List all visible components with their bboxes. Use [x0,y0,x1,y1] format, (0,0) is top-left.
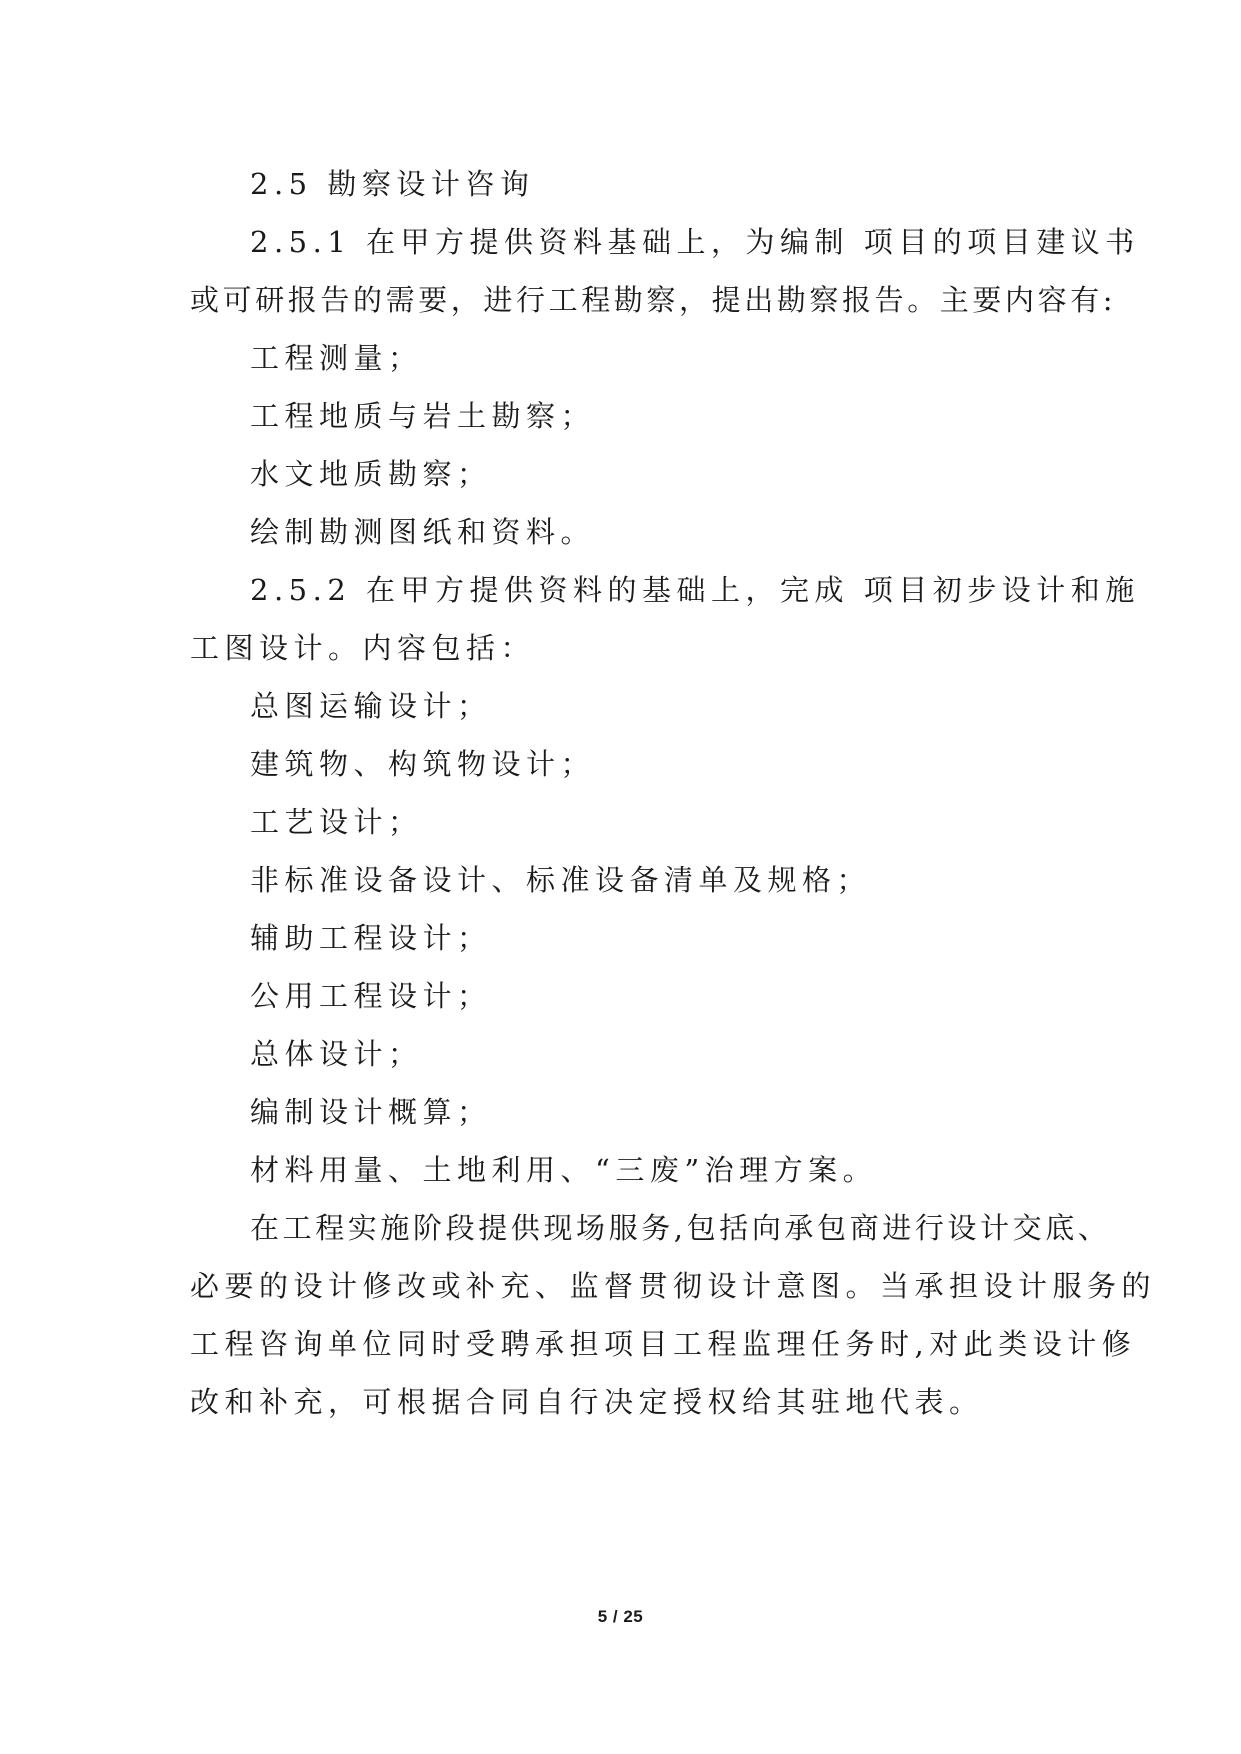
paragraph-line: 2.5.1 在甲方提供资料基础上，为编制 项目的项目建议书 [250,225,1140,259]
list-item: 编制设计概算； [250,1095,492,1129]
paragraph-line: 或可研报告的需要，进行工程勘察，提出勘察报告。主要内容有: [190,283,1117,317]
list-item: 公用工程设计； [250,979,492,1013]
list-item: 辅助工程设计； [250,921,492,955]
list-item: 建筑物、构筑物设计； [250,747,596,781]
page-number: 5 / 25 [597,1607,644,1626]
paragraph-line: 工图设计。内容包括： [190,631,536,665]
list-item: 水文地质勘察； [250,457,492,491]
list-item: 工程测量； [250,341,423,375]
paragraph-line: 必要的设计修改或补充、监督贯彻设计意图。当承担设计服务的 [190,1269,1157,1303]
list-item: 工程地质与岩土勘察； [250,399,596,433]
list-item: 材料用量、土地利用、“三废”治理方案。 [250,1153,878,1187]
list-item: 绘制勘测图纸和资料。 [250,515,596,549]
list-item: 工艺设计； [250,805,423,839]
list-item: 总图运输设计； [250,689,492,723]
list-item: 总体设计； [250,1037,423,1071]
section-heading: 2.5 勘察设计咨询 [250,167,535,201]
paragraph-line: 改和补充，可根据合同自行决定授权给其驻地代表。 [190,1385,984,1419]
paragraph-line: 工程咨询单位同时受聘承担项目工程监理任务时,对此类设计修 [190,1327,1137,1361]
paragraph-line: 2.5.2 在甲方提供资料的基础上，完成 项目初步设计和施 [250,573,1140,607]
list-item: 非标准设备设计、标准设备清单及规格； [250,863,872,897]
paragraph-line: 在工程实施阶段提供现场服务,包括向承包商进行设计交底、 [250,1211,1111,1245]
